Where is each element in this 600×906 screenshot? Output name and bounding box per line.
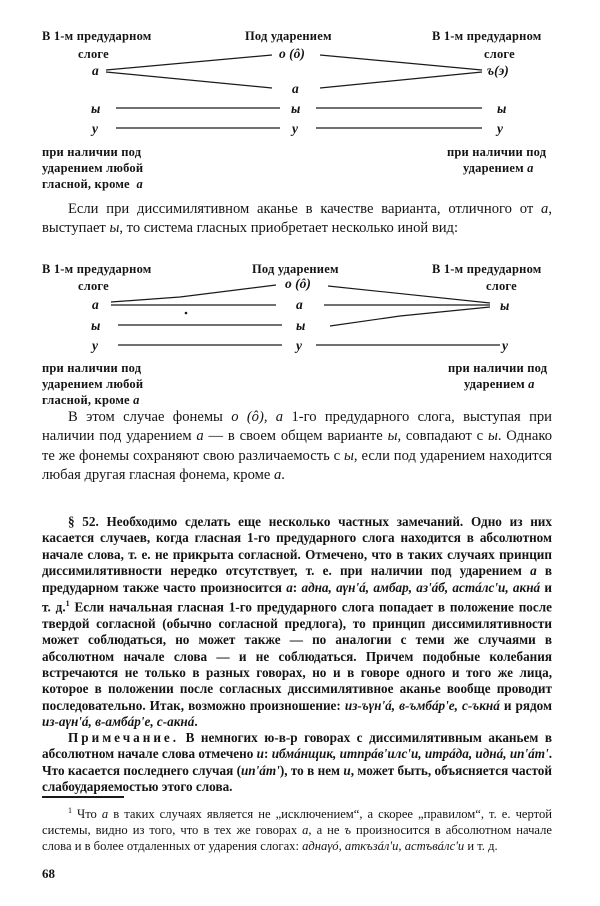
diagram2-right-header-line1: В 1-м предударном (432, 262, 542, 276)
diagram1-center-vowel-u: у (292, 121, 298, 136)
text: Если при диссимилятивном аканье в качестве варианта, отличного от (68, 201, 542, 217)
diagram1-right-header-line1: В 1-м предударном (432, 29, 542, 43)
paragraph-intro-variant (42, 200, 552, 239)
text: Если начальная гласная 1-го предударного слога попадает в положение после твердой согласной (обычно согласной предлога), то принцип диссимилятивности может соблюдаться, но может также — по аналогии с теми же случаями в абсолютном начале слова — и не соблюдаться. Причем подобные колебания встречаются не только в разных говорах, но и в говоре одного и того же лица, которое в положении после согласных диссимилятивное аканье вообще проводит последовательно. Итак, возможно произношение: (42, 599, 552, 713)
diagram2-right-vowel-y: ы (500, 298, 510, 313)
diagram1-right-vowel-u: у (497, 121, 503, 136)
diagram2-left-vowel-y: ы (91, 318, 101, 333)
footnote (42, 803, 552, 854)
example-words: адна, аγн'á, амбар, аз'áб, астáлс'и, акнá (301, 579, 541, 595)
text: и т. д. (464, 839, 498, 854)
diagram2-center-header: Под ударением (252, 262, 339, 276)
diagram2-center-vowel-u: у (296, 338, 302, 353)
diagram1-left-caption-line3 (42, 177, 143, 193)
italic-vowel: а (273, 467, 282, 484)
italic-word: ип'áт' (240, 762, 280, 778)
diagram1-left-caption-vowel: а (136, 177, 143, 191)
italic-vowel: а (286, 579, 293, 595)
text: , выступает (42, 201, 552, 237)
example-words: из-ъγн'á, в-ъмбáр'е, с-ъкнá (344, 697, 500, 713)
text: . Что касается последнего случая ( (42, 746, 552, 778)
diagram2-right-caption-line1: при наличии под (448, 361, 548, 375)
italic-vowel: ъ (344, 823, 352, 838)
text: 1-го предударного слога, выступая при наличии под ударением (42, 409, 552, 445)
text: в таких случаях является не „исключением“, а скорее „правилом“, т. е. чертой системы, видно из того, что в тех же говорах (42, 807, 552, 838)
italic-vowel: о (ô), а (231, 409, 284, 425)
diagram2-left-caption-line2: ударением любой (42, 377, 144, 391)
example-words: из-аγн'á, в-амбáр'е, с-акнá (42, 714, 195, 730)
italic-vowel: ы (387, 428, 398, 445)
diagram1-left-header-line2: слоге (78, 47, 109, 61)
diagram1-right-vowel-y: ы (497, 101, 507, 116)
diagram1-right-header-line2: слоге (484, 47, 515, 61)
text: : (292, 579, 302, 595)
text: и рядом (499, 697, 552, 713)
example-words: ибмáнщик, итпрáв'илс'и, итрáда, иднá, ип'áт' (271, 746, 549, 762)
text: произносится в абсолютном начале слова и в более отдаленных от ударения слогах: (42, 823, 553, 854)
footnote-reference[interactable]: 1 (65, 599, 70, 609)
italic-vowel: а (302, 823, 309, 838)
footnote-divider (42, 796, 124, 798)
diagram2-right-caption-line2 (464, 377, 535, 393)
text: . (194, 714, 198, 730)
diagram2-right-vowel-u: у (502, 338, 508, 353)
diagram1-right-caption-line1: при наличии под (447, 145, 547, 159)
diagram1-left-header-line1: В 1-м предударном (42, 29, 152, 43)
diagram1-left-caption-line2: ударением любой (42, 161, 144, 175)
italic-vowel: ы (344, 447, 354, 464)
footnote-marker: 1 (68, 806, 72, 815)
diagram1-right-caption-vowel: а (527, 161, 534, 175)
text: В этом случае фонемы (68, 409, 232, 425)
italic-vowel: а (541, 201, 549, 217)
diagram1-center-vowel-o: о (ô) (279, 46, 305, 61)
text: : (263, 746, 272, 762)
text: , если под ударением находится любая другая гласная фонема, кроме (42, 447, 552, 484)
note-label: Примечание. (68, 730, 180, 745)
diagram1-center-vowel-y: ы (291, 101, 301, 116)
diagram1-right-caption-text: ударением (463, 161, 524, 175)
italic-vowel: а (530, 563, 537, 579)
diagram2-left-vowel-a: а (92, 297, 99, 312)
text: , совпадают с (397, 428, 488, 445)
text: — в своем общем варианте (203, 428, 388, 445)
diagram2-left-caption-line1: при наличии под (42, 361, 142, 375)
text: , а не (308, 823, 345, 838)
italic-vowel: ы (487, 428, 498, 445)
text: Необходимо сделать еще несколько частных замечаний. Одно из них касается случаев, когда гласная 1-го предударного слога находится в абсолютном начале слова, т. е. не прикрыта согласной. Отмечено, что в таких случаях принцип диссимилятивности нередко отсутствует, т. е. при наличии под ударением (42, 514, 552, 579)
text: . Однако те же фонемы сохраняют свою различаемость с (42, 428, 552, 464)
diagram2-center-vowel-y: ы (296, 318, 306, 333)
section-52 (42, 514, 552, 731)
text: В немногих ю-в-р говорах с диссимилятивным аканьем в абсолютном начале слова отмечено (42, 730, 552, 762)
diagram1-right-vowel-er: ъ(э) (487, 63, 509, 78)
italic-vowel: и (256, 746, 264, 762)
diagram2-right-caption-text: ударением (464, 377, 525, 391)
diagram2-left-caption-vowel: а (133, 393, 140, 407)
diagram1-center-vowel-a: а (292, 81, 299, 96)
italic-vowel: а (196, 428, 204, 445)
text: ), то в нем (279, 762, 344, 778)
diagram1-left-vowel-y: ы (91, 101, 101, 116)
section-number: § 52. (68, 514, 99, 529)
diagram1-left-vowel-a: а (92, 63, 99, 78)
example-words: аднаγó, аткъзáл'и, астъвáлс'и (302, 839, 465, 854)
text: Что (72, 807, 102, 822)
diagram2-left-caption-text: гласной, кроме (42, 393, 130, 407)
text: , может быть, объясняется частой слабоударяемостью этого слова. (42, 762, 552, 795)
note-paragraph (42, 730, 552, 796)
italic-vowel: и (343, 762, 351, 778)
diagram2-right-caption-vowel: а (528, 377, 535, 391)
text: в предударном также часто произносится (42, 563, 552, 595)
diagram2-left-header-line1: В 1-м предударном (42, 262, 152, 276)
diagram1-left-caption-line1: при наличии под (42, 145, 142, 159)
text: , то система гласных приобретает несколько иной вид: (119, 220, 459, 237)
diagram1-center-header: Под ударением (245, 29, 332, 43)
diagram2-center-vowel-o: о (ô) (285, 276, 311, 291)
page-number: 68 (42, 866, 55, 881)
diagram2-center-vowel-a: а (296, 297, 303, 312)
diagram2-right-header-line2: слоге (486, 279, 517, 293)
italic-vowel: а (101, 807, 109, 822)
diagram2-left-header-line2: слоге (78, 279, 109, 293)
paragraph-phoneme-coincidence (42, 408, 552, 486)
text: и т. д. (42, 579, 552, 615)
diagram1-left-caption-text: гласной, кроме (42, 177, 130, 191)
diagram2-left-caption-line3 (42, 393, 140, 409)
text: . (281, 467, 285, 484)
diagram1-left-vowel-u: у (92, 121, 98, 136)
italic-vowel: ы (109, 220, 120, 237)
diagram1-right-caption-line2 (463, 161, 534, 177)
diagram2-left-vowel-u: у (92, 338, 98, 353)
